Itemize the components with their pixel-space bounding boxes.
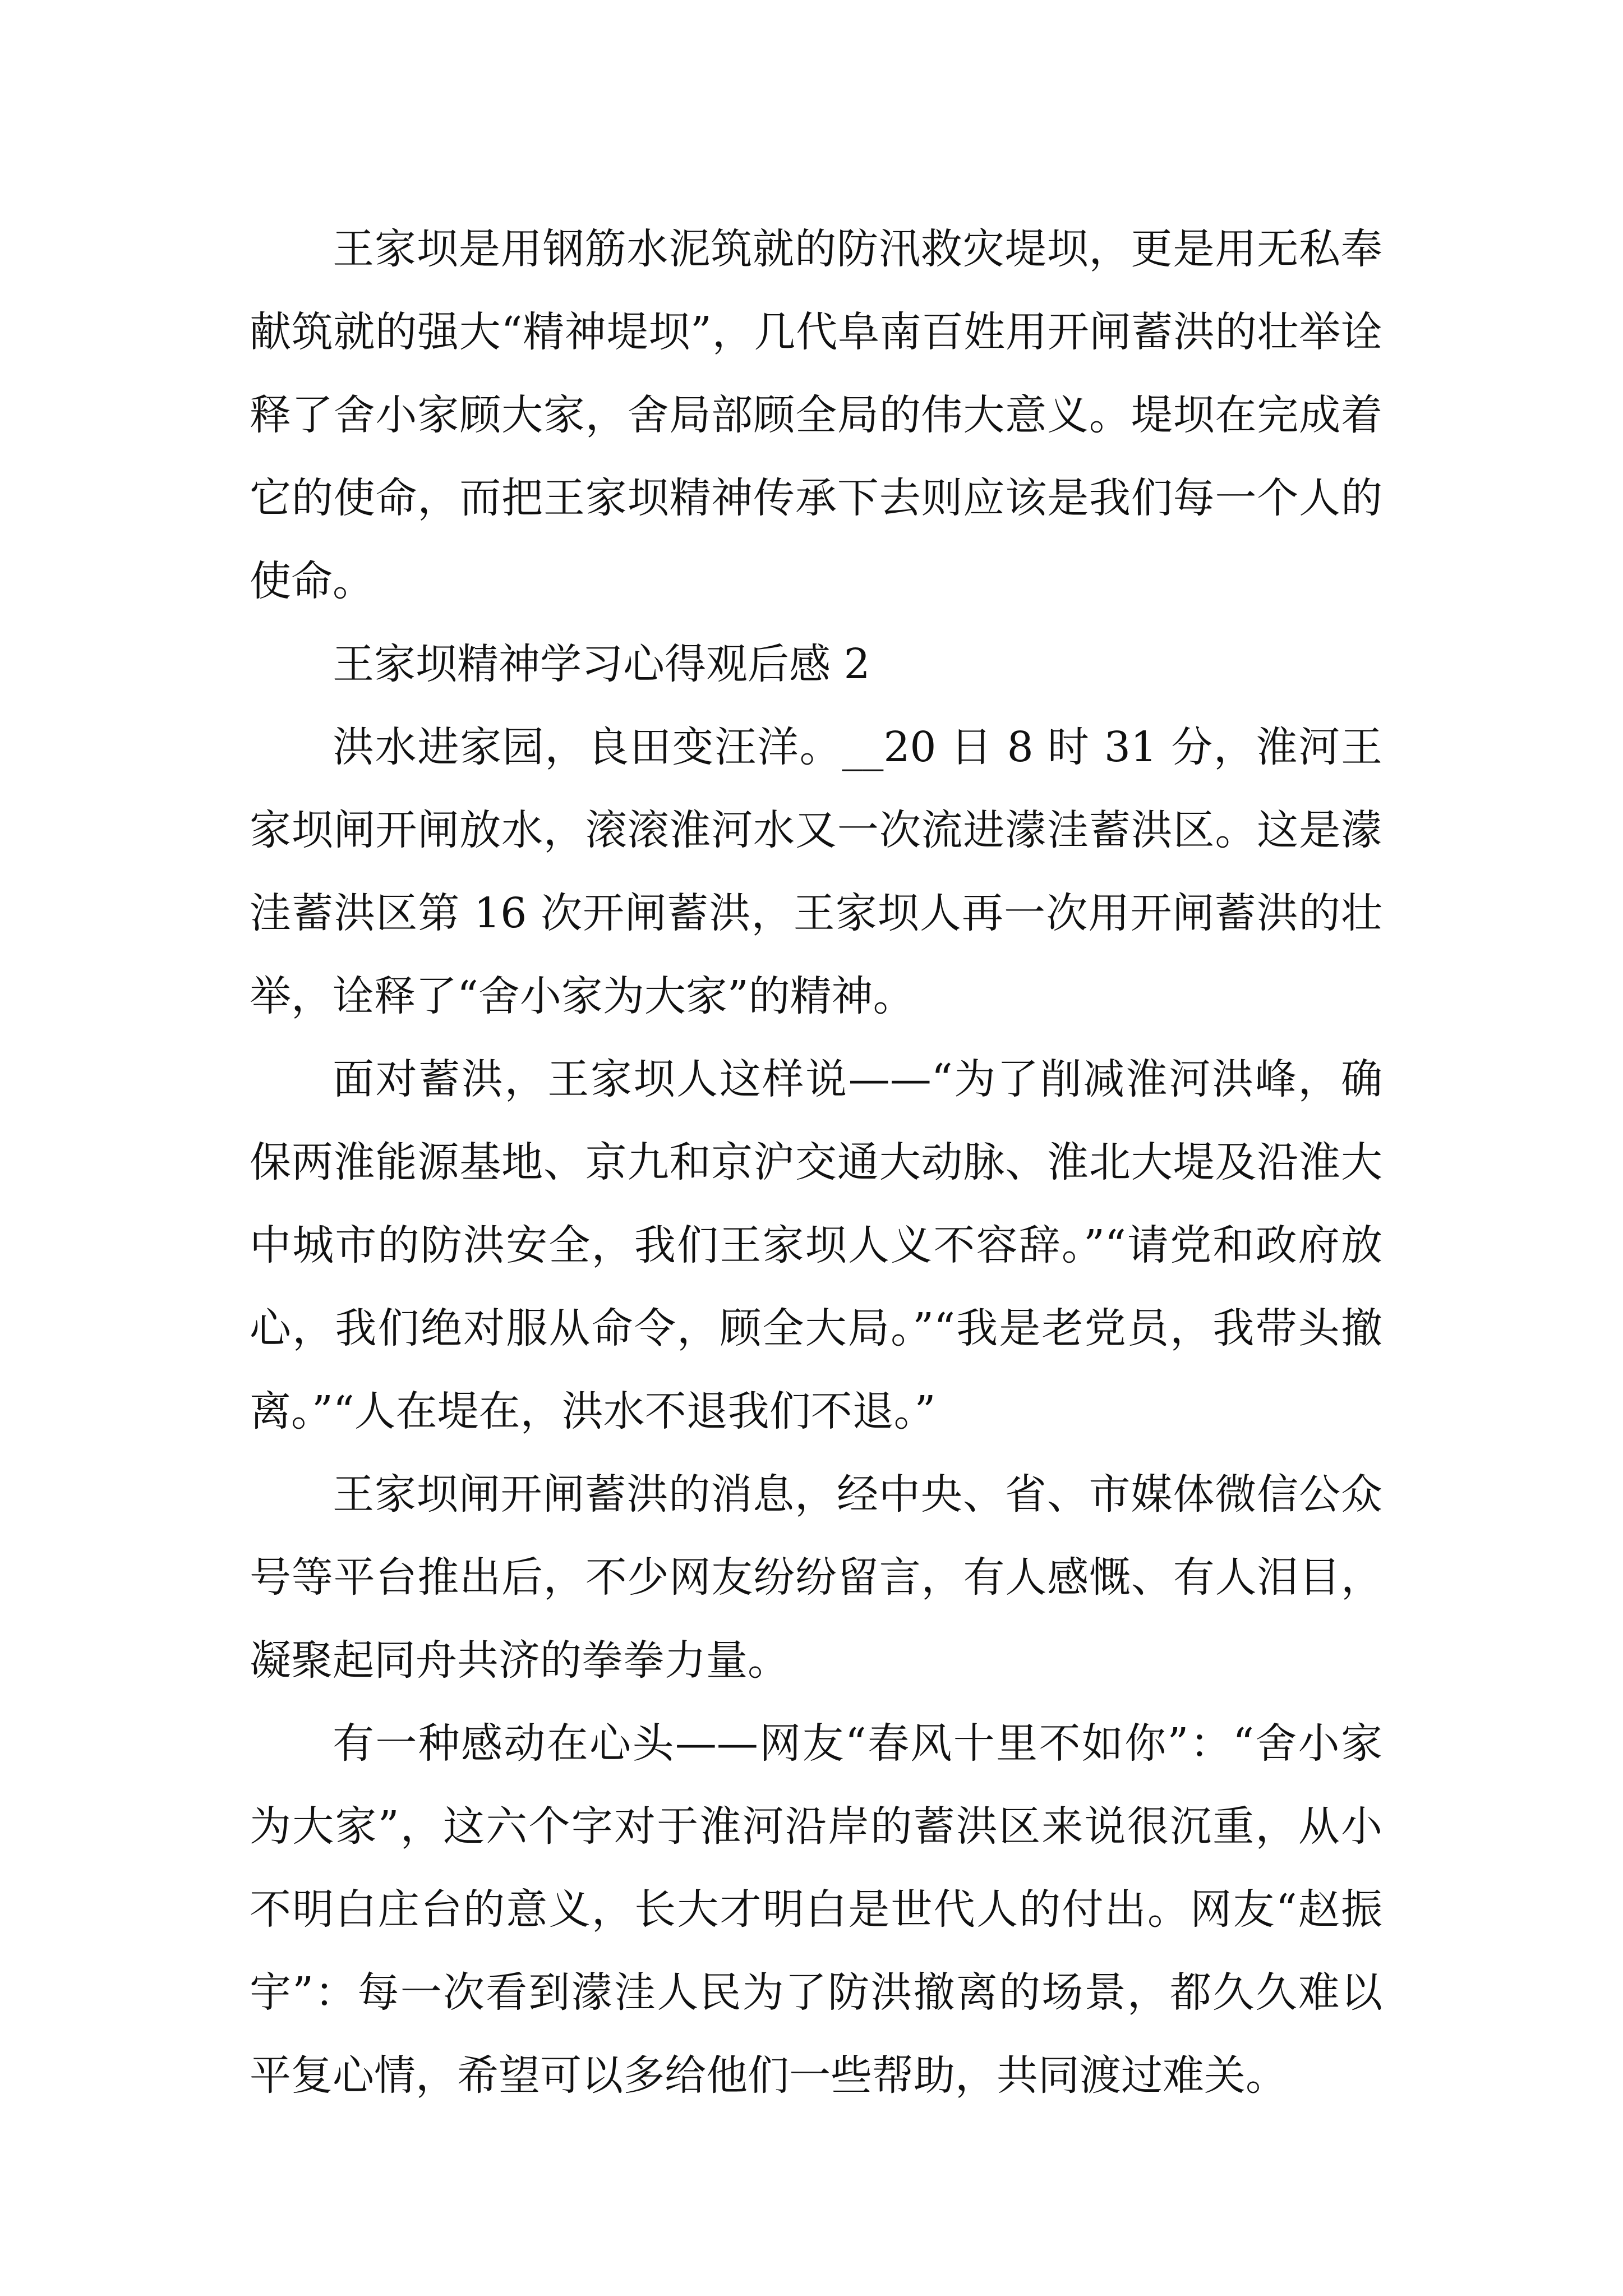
document-body: [250, 208, 1382, 2117]
paragraph-3: 面对蓄洪，王家坝人这样说——“为了削减淮河洪峰，确保两淮能源基地、京九和京沪交通大动脉、淮北大堤及沿淮大中城市的防洪安全，我们王家坝人义不容辞。”“请党和政府放心，我们绝对服从命令，顾全大局。”“我是老党员，我带头撤离。”“人在堤在，洪水不退我们不退。”: [250, 1055, 1382, 1435]
paragraph-4: 王家坝闸开闸蓄洪的消息，经中央、省、市媒体微信公众号等平台推出后，不少网友纷纷留言，有人感慨、有人泪目，凝聚起同舟共济的拳拳力量。: [250, 1470, 1382, 1685]
paragraph-1: 王家坝是用钢筋水泥筑就的防汛救灾堤坝，更是用无私奉献筑就的强大“精神堤坝”，几代阜南百姓用开闸蓄洪的壮举诠释了舍小家顾大家，舍局部顾全局的伟大意义。堤坝在完成着它的使命，而把王家坝精神传承下去则应该是我们每一个人的使命。: [250, 225, 1382, 605]
paragraph-2: 洪水进家园，良田变汪洋。__20 日 8 时 31 分，淮河王家坝闸开闸放水，滚滚淮河水又一次流进濛洼蓄洪区。这是濛洼蓄洪区第 16 次开闸蓄洪，王家坝人再一次用开闸蓄洪的壮举，诠释了“舍小家为大家”的精神。: [250, 723, 1382, 1020]
paragraph-5: 有一种感动在心头——网友“春风十里不如你”：“舍小家为大家”，这六个字对于淮河沿岸的蓄洪区来说很沉重，从小不明白庄台的意义，长大才明白是世代人的付出。网友“赵振宇”：每一次看到濛洼人民为了防洪撤离的场景，都久久难以平复心情，希望可以多给他们一些帮助，共同渡过难关。: [250, 1719, 1382, 2100]
section-heading: 王家坝精神学习心得观后感 2: [333, 640, 870, 688]
